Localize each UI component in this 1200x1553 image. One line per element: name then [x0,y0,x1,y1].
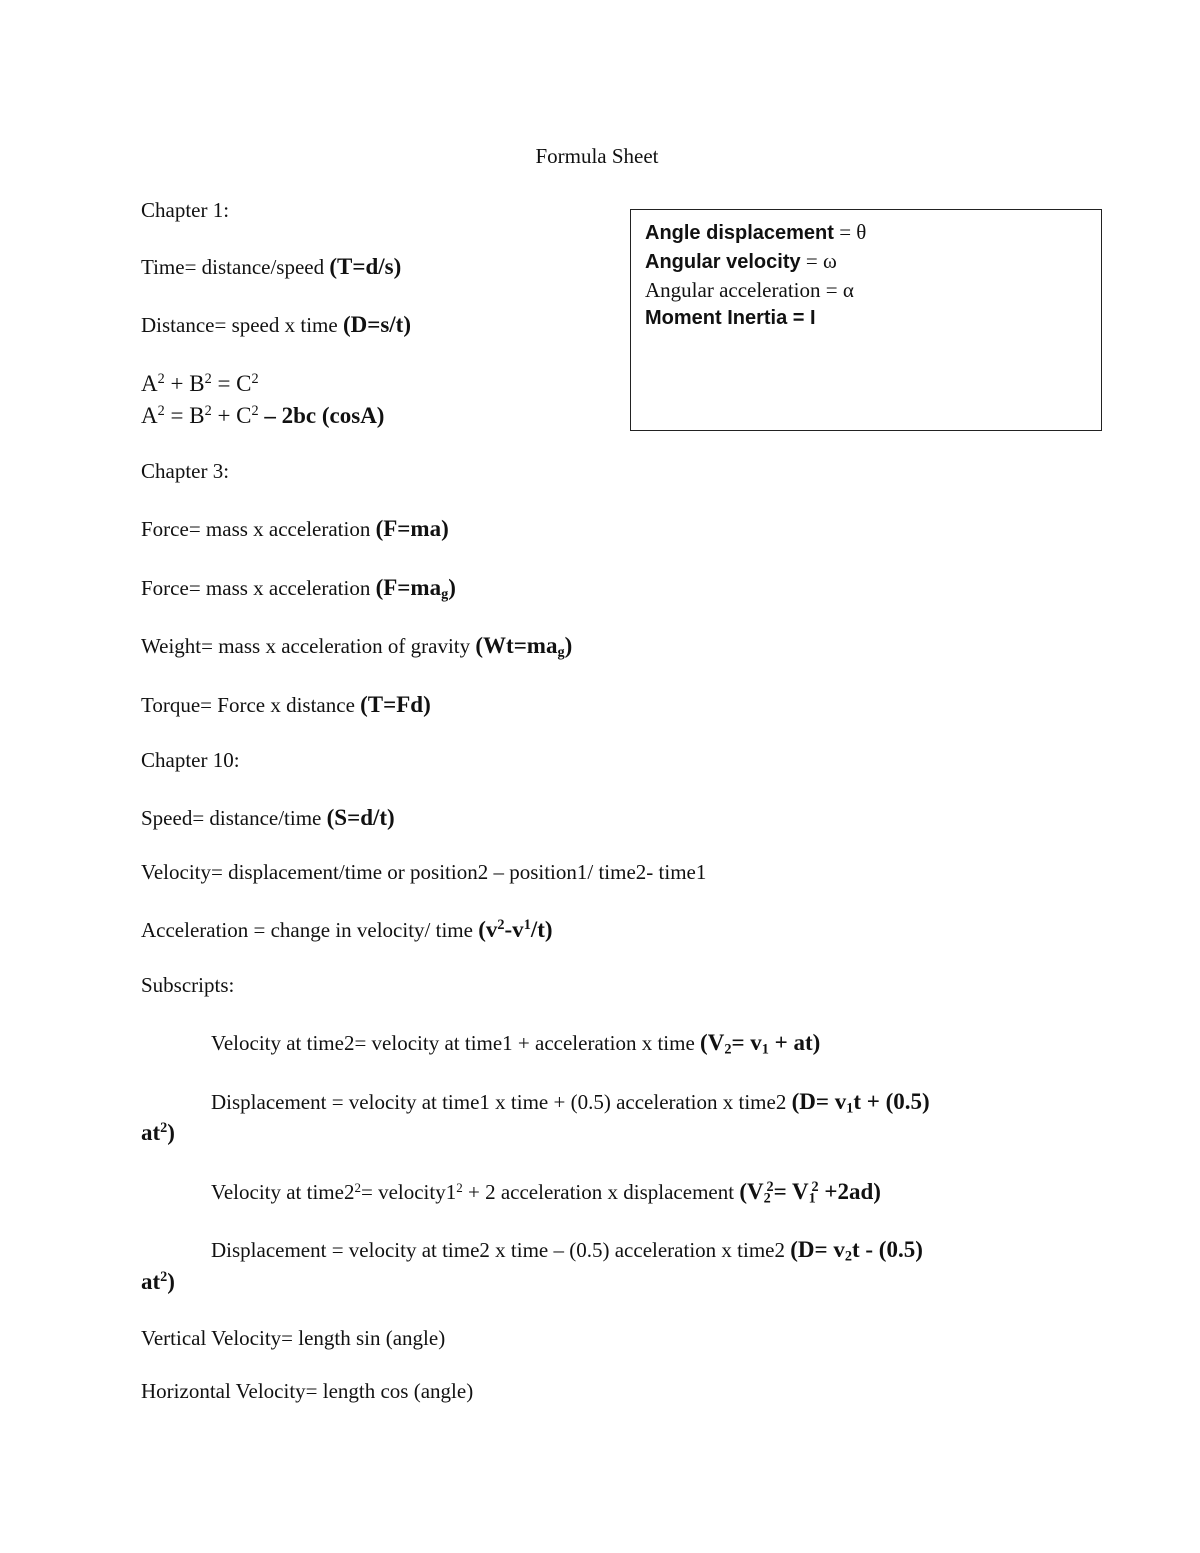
formula-velocity-squared: Velocity at $time2^2=$ $velocity1^2 + 2$ acceleration x displacement $(V_2^2= V_1^2 +2ad)$ [211,1179,881,1207]
formula-speed: Speed= distance/time (S=d/t) [141,805,395,830]
formula-law-of-cosines: $A^2 = B^2 + C^2 - 2bc$ (cosA) [141,403,385,428]
page-title: Formula Sheet [535,144,659,168]
def-moment-inertia: Moment Inertia = I [645,307,816,329]
formula-time: Time= distance/speed (T=d/s) [141,254,402,279]
formula-displacement-2: Displacement = velocity at time2 x time – (0.5) acceleration x time2 ($D= v_2t - (0.5)$ [211,1237,923,1265]
formula-force: Force= mass x acceleration (F=ma) [141,516,449,541]
formula-displacement-2-wrap: $at^2$) [141,1269,175,1294]
formula-displacement-1-wrap: $at^2$) [141,1120,175,1145]
subscripts-heading: Subscripts: [141,973,235,997]
formula-weight: Weight= mass x acceleration of gravity $(Wt=ma_g)$ [141,633,573,661]
formula-acceleration: Acceleration = change in velocity/ time $(v^2-v^1/t)$ [141,917,553,942]
def-angular-velocity: Angular velocity = ω [645,249,837,273]
chapter-10-heading: Chapter 10: [141,748,240,772]
formula-torque: Torque= Force x distance (T=Fd) [141,692,431,717]
formula-distance: Distance= speed x time (D=s/t) [141,312,411,337]
formula-horizontal-velocity: Horizontal Velocity= length cos (angle) [141,1379,474,1403]
definitions-box [630,209,1102,431]
def-angular-acceleration: Angular acceleration = α [645,278,854,302]
formula-vertical-velocity: Vertical Velocity= length sin (angle) [141,1326,446,1350]
chapter-1-heading: Chapter 1: [141,198,230,222]
formula-pythagorean: $A^2 + B^2 = C^2$ [141,371,259,396]
chapter-3-heading: Chapter 3: [141,459,230,483]
def-angle-displacement: Angle displacement = θ [645,220,867,244]
formula-displacement-1: Displacement = velocity at time1 x time + (0.5) acceleration x time2 ($D= v_1t + (0.5)$ [211,1089,930,1117]
formula-velocity: Velocity= displacement/time or position2 – position1/ time2- time1 [141,860,707,884]
formula-force-gravity: Force= mass x acceleration $(F=ma_g)$ [141,575,456,603]
formula-final-velocity: Velocity at time2= velocity at time1 + acceleration x time $(V_2= v_1 + at)$ [211,1030,821,1058]
